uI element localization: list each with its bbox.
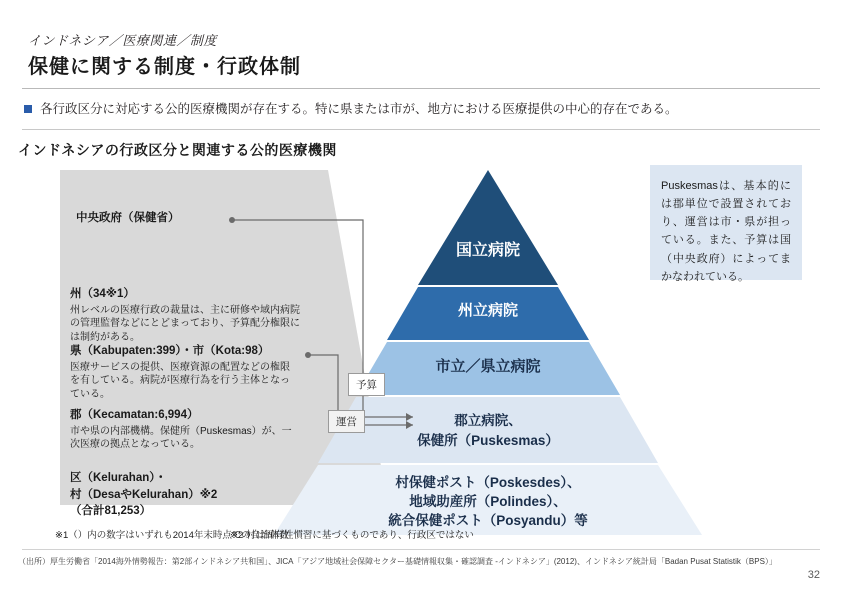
callout-puskesmas: Puskesmasは、基本的には郡単位で設置されており、運営は市・県が担っている。また、予算は国（中央政府）によってまかなわれている。: [650, 165, 802, 280]
header-divider: [22, 88, 820, 89]
footnotes: [55, 527, 474, 541]
bullet-divider: [22, 129, 820, 130]
breadcrumb: インドネシア／医療関連／制度: [28, 33, 217, 48]
pyramid-label-national: 国立病院: [455, 242, 520, 259]
footnote-1: ※1（）内の数字はいずれも2014年末時点での自治体数: [55, 530, 289, 541]
admin-level-district: 郡（Kecamatan:6,994） 市や県の内部機構。保健所（Puskesmas）が、一次医療の拠点となっている。: [70, 409, 292, 451]
source-note: （出所）厚生労働省「2014海外情勢報告：第2部インドネシア共和国」、JICA「アジア地域社会保障セクター基礎情報収集・確認調査 -インドネシア」(2012)、インドネシア統計局「Badan Pusat Statistik（BPS）」: [18, 557, 777, 566]
admin-level-central: 中央政府（保健省）: [76, 212, 180, 224]
admin-level-village: 区（Kelurahan）・ 村（DesaやKelurahan）※2 （合計81,253）: [70, 472, 218, 518]
bullet-square-icon: [24, 105, 32, 113]
pyramid-label-district-a: 郡立病院、: [454, 413, 522, 428]
footnote-2: ※2 村は固有性慣習に基づくものであり、行政区ではない: [230, 530, 474, 541]
key-message-text: 各行政区分に対応する公的医療機関が存在する。特に県または市が、地方における医療提供の中心的存在である。: [40, 102, 678, 116]
tag-budget: 予算: [348, 373, 385, 396]
admin-level-province: 州（34※1） 州レベルの医療行政の裁量は、主に研修や域内病院の管理監督などにとどまっており、予算配分権限には制約がある。: [70, 288, 300, 343]
pyramid-label-village-a: 村保健ポスト（Poskesdes）、: [395, 475, 581, 490]
pyramid-label-city-regency: 市立／県立病院: [435, 358, 541, 375]
pyramid-label-village-c: 統合保健ポスト（Posyandu）等: [388, 513, 588, 528]
pyramid-label-village-b: 地域助産所（Polindes）、: [409, 494, 567, 509]
tag-operation: 運営: [328, 410, 365, 433]
page-title: 保健に関する制度・行政体制: [28, 56, 301, 78]
pyramid-label-district-b: 保健所（Puskesmas）: [417, 433, 559, 448]
footer-divider: [22, 549, 820, 550]
pyramid-label-provincial: 州立病院: [457, 302, 518, 319]
section-title: インドネシアの行政区分と関連する公的医療機関: [18, 142, 337, 158]
admin-level-regency-city: 県（Kabupaten:399）・市（Kota:98） 医療サービスの提供、医療資源の配置などの権限を有している。病院が医療行為を行う主体となっている。: [70, 345, 290, 400]
key-message: [24, 100, 824, 118]
page-number: 32: [807, 569, 820, 581]
